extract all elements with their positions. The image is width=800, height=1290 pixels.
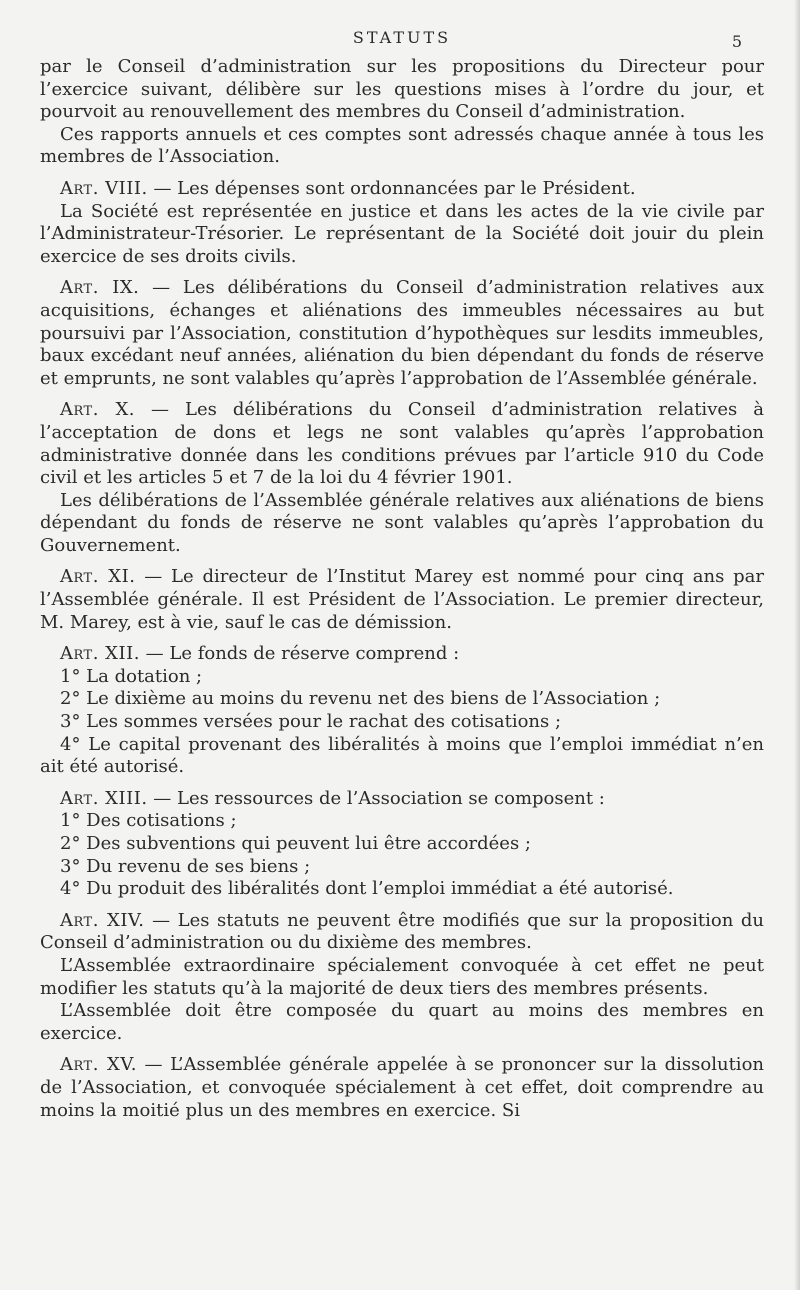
paragraph-text: 4° Du produit des libéralités dont l’emploi immédiat a été autorisé. bbox=[60, 878, 674, 900]
paragraph-text: — L’Assemblée générale appelée à se prononcer sur la dissolution de l’Association, et convoquée spécialement à cet effet, doit comprendre au moins la moitié plus un des membres en exercice. Si bbox=[40, 1054, 764, 1121]
paragraph-text: La Société est représentée en justice et dans les actes de la vie civile par l’Administrateur-Trésorier. Le représentant de la Société doit jouir du plein exercice de ses droits civils. bbox=[40, 200, 764, 267]
paragraph bbox=[40, 833, 764, 856]
paragraph-text: — Les délibérations du Conseil d’administration relatives aux acquisitions, échanges et aliénations des immeubles nécessaires au but poursuivi par l’Association, constitution d’hypothèques sur lesdits immeubles, baux excédant neuf années, aliénation du bien dépendant du fonds de réserve et emprunts, ne sont valables qu’après l’approbation de l’Assemblée générale. bbox=[40, 277, 764, 389]
paragraph bbox=[40, 688, 764, 711]
paragraph-text: — Le directeur de l’Institut Marey est nommé pour cinq ans par l’Assemblée générale. Il est Président de l’Association. Le premier directeur, M. Marey, est à vie, sauf le cas de démission. bbox=[40, 566, 765, 633]
paragraph-text: L’Assemblée extraordinaire spécialement convoquée à cet effet ne peut modifier les statuts qu’à la majorité de deux tiers des membres présents. bbox=[40, 954, 764, 999]
paragraph-text: 2° Le dixième au moins du revenu net des biens de l’Association ; bbox=[60, 688, 661, 710]
article-number: Art. VIII. bbox=[60, 177, 148, 199]
paragraph-text: 2° Des subventions qui peuvent lui être accordées ; bbox=[60, 833, 531, 854]
paragraph-text: — Le fonds de réserve comprend : bbox=[139, 643, 460, 665]
paragraph-text: — Les délibérations du Conseil d’administration relatives à l’acceptation de dons et legs ne sont valables qu’après l’approbation administrative donnée dans les conditions prévues par l’article 910 du Code civil et les articles 5 et 7 de la loi du 4 février 1901. bbox=[40, 399, 764, 489]
paragraph bbox=[40, 1000, 764, 1045]
paragraph-text: — Les dépenses sont ordonnancées par le Président. bbox=[147, 177, 636, 199]
article-number: Art. XI. bbox=[60, 566, 136, 588]
article-paragraph bbox=[40, 277, 764, 390]
paragraph bbox=[40, 810, 764, 833]
paragraph-text: 1° La dotation ; bbox=[60, 665, 203, 687]
running-title: STATUTS bbox=[352, 28, 452, 47]
paragraph-text: 3° Du revenu de ses biens ; bbox=[60, 855, 311, 877]
page-number: 5 bbox=[731, 32, 742, 51]
article-number: Art. XII. bbox=[60, 643, 140, 665]
document-body bbox=[40, 56, 764, 1122]
article-paragraph bbox=[40, 178, 764, 201]
paragraph-text: — Les ressources de l’Association se composent : bbox=[147, 787, 605, 809]
paragraph bbox=[40, 490, 764, 558]
article-paragraph bbox=[40, 788, 764, 811]
paragraph-text: — Les statuts ne peuvent être modifiés que sur la proposition du Conseil d’administration ou du dixième des membres. bbox=[40, 909, 764, 954]
article-paragraph bbox=[40, 1054, 764, 1122]
paragraph bbox=[40, 856, 764, 879]
paragraph-text: 3° Les sommes versées pour le rachat des cotisations ; bbox=[60, 711, 562, 733]
paragraph-text: Les délibérations de l’Assemblée générale relatives aux aliénations de biens dépendant du fonds de réserve ne sont valables qu’après l’approbation du Gouvernement. bbox=[40, 489, 764, 556]
article-paragraph bbox=[40, 643, 764, 666]
article-paragraph bbox=[40, 910, 764, 955]
paragraph bbox=[40, 56, 764, 124]
article-number: Art. X. bbox=[60, 399, 136, 421]
running-header bbox=[40, 24, 764, 56]
paragraph-text: par le Conseil d’administration sur les propositions du Directeur pour l’exercice suivant, délibère sur les questions mises à l’ordre du jour, et pourvoit au renouvellement des membres du Conseil d’administration. bbox=[40, 56, 764, 123]
paragraph-text: 4° Le capital provenant des libéralités à moins que l’emploi immédiat n’en ait été autorisé. bbox=[40, 733, 764, 778]
article-number: Art. IX. bbox=[60, 277, 140, 299]
paragraph bbox=[40, 734, 764, 779]
paragraph-text: 1° Des cotisations ; bbox=[60, 810, 237, 832]
paragraph-text: L’Assemblée doit être composée du quart au moins des membres en exercice. bbox=[40, 1000, 764, 1044]
paragraph bbox=[40, 666, 764, 689]
paragraph bbox=[40, 711, 764, 734]
paragraph-text: Ces rapports annuels et ces comptes sont adressés chaque année à tous les membres de l’Association. bbox=[40, 123, 764, 168]
article-number: Art. XIII. bbox=[60, 787, 148, 809]
paragraph bbox=[40, 878, 764, 901]
paragraph bbox=[40, 124, 764, 169]
article-number: Art. XIV. bbox=[60, 909, 145, 931]
paragraph bbox=[40, 201, 764, 269]
paragraph bbox=[40, 955, 764, 1000]
article-number: Art. XV. bbox=[60, 1054, 137, 1076]
article-paragraph bbox=[40, 399, 764, 489]
article-paragraph bbox=[40, 566, 764, 634]
